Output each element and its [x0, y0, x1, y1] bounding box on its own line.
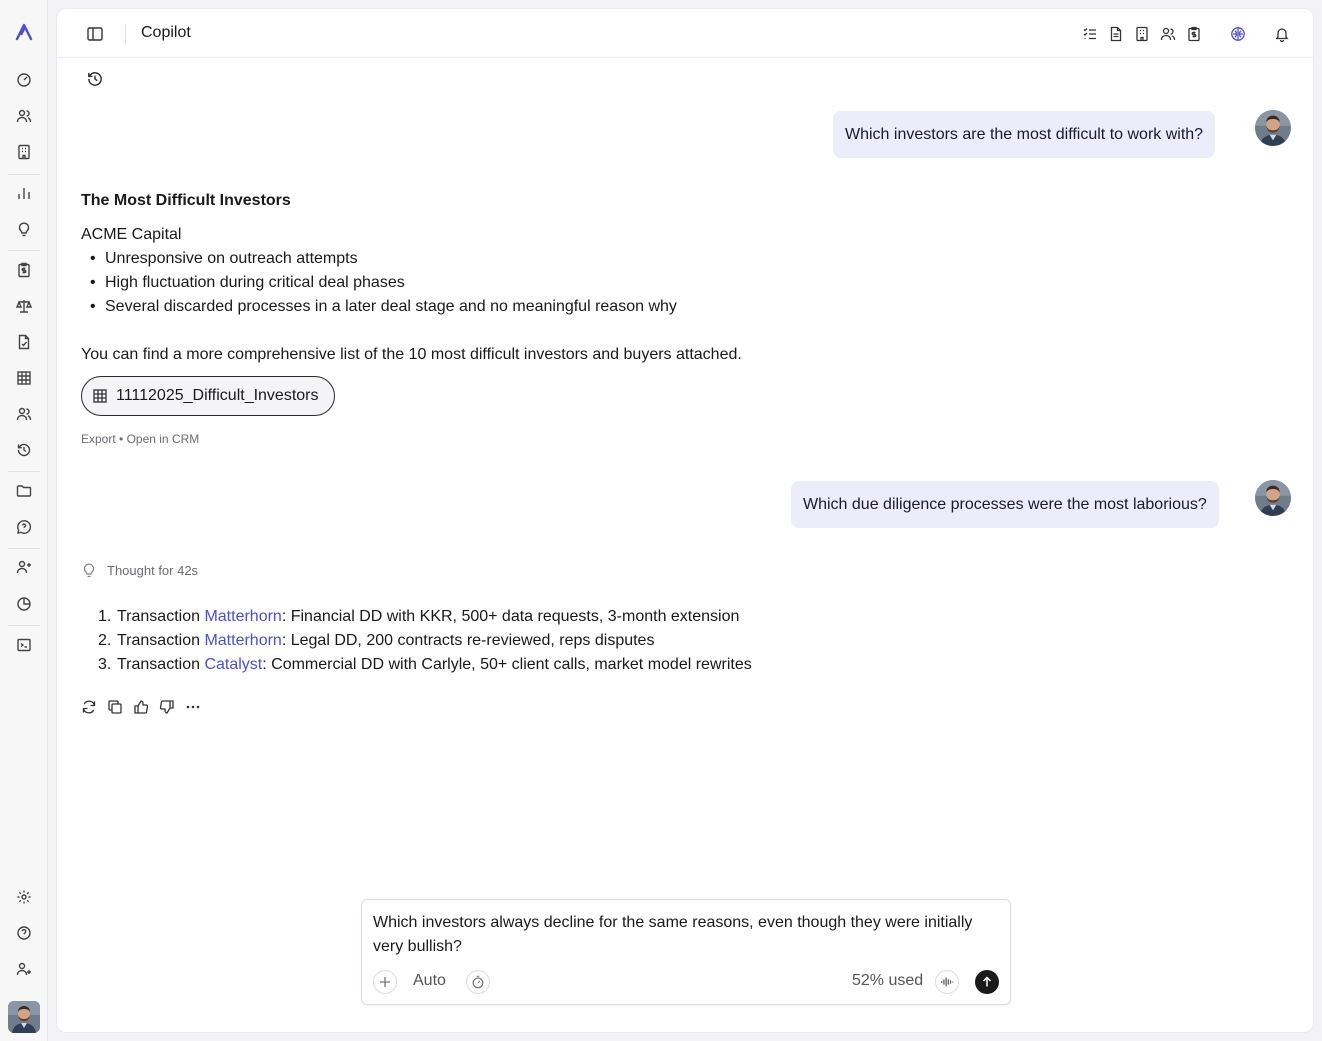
link-separator: •	[119, 432, 124, 446]
history-icon[interactable]	[14, 440, 34, 460]
current-user-avatar[interactable]	[8, 1001, 40, 1033]
main-panel	[56, 8, 1314, 1033]
answer-links	[81, 432, 199, 446]
answer-heading: The Most Difficult Investors	[81, 192, 291, 209]
voice-input-icon[interactable]	[935, 970, 959, 994]
answer-bullet: • High fluctuation during critical deal phases	[105, 274, 405, 292]
people-icon[interactable]	[1159, 25, 1177, 43]
app-rail	[0, 0, 48, 1041]
transaction-link[interactable]: Matterhorn	[204, 632, 282, 649]
dashboard-icon[interactable]	[14, 70, 34, 90]
list-item: 1. Transaction Matterhorn: Financial DD with KKR, 500+ data requests, 3-month extension	[98, 608, 740, 625]
toggle-sidebar-icon[interactable]	[86, 25, 104, 43]
answer-summary: You can find a more comprehensive list of the 10 most difficult investors and buyers attached.	[81, 346, 742, 363]
tasks-icon[interactable]	[1081, 25, 1099, 43]
copy-icon[interactable]	[106, 698, 124, 716]
ideas-icon[interactable]	[14, 219, 34, 239]
answer-subheading: ACME Capital	[81, 226, 182, 243]
user-avatar	[1255, 480, 1291, 516]
building-icon[interactable]	[1133, 25, 1151, 43]
send-button[interactable]	[975, 970, 999, 994]
list-item: 2. Transaction Matterhorn: Legal DD, 200 contracts re-reviewed, reps disputes	[98, 632, 655, 649]
user-avatar	[1255, 110, 1291, 146]
list-item: 3. Transaction Catalyst: Commercial DD with Carlyle, 50+ client calls, market model rewrites	[98, 656, 752, 673]
message-composer	[361, 899, 1011, 1005]
model-mode-selector[interactable]: Auto	[413, 972, 446, 989]
settings-gear-icon[interactable]	[14, 887, 34, 907]
deals-icon[interactable]	[14, 260, 34, 280]
page-title: Copilot	[141, 24, 191, 41]
timer-icon[interactable]	[466, 970, 490, 994]
open-in-crm-link[interactable]: Open in CRM	[126, 432, 200, 446]
transaction-link[interactable]: Catalyst	[204, 656, 263, 673]
support-chat-icon[interactable]	[14, 517, 34, 537]
spreadsheet-icon	[92, 388, 108, 404]
legal-icon[interactable]	[14, 296, 34, 316]
add-user-icon[interactable]	[14, 557, 34, 577]
more-options-icon[interactable]	[184, 698, 202, 716]
attachment-chip[interactable]	[81, 376, 335, 416]
answer-bullet: • Unresponsive on outreach attempts	[105, 250, 358, 268]
contacts-icon[interactable]	[14, 106, 34, 126]
folder-icon[interactable]	[14, 481, 34, 501]
documents-icon[interactable]	[14, 332, 34, 352]
deal-clipboard-icon[interactable]	[1185, 25, 1203, 43]
answer-bullet: • Several discarded processes in a later deal stage and no meaningful reason why	[105, 298, 677, 316]
pie-chart-icon[interactable]	[14, 594, 34, 614]
notifications-bell-icon[interactable]	[1273, 25, 1291, 43]
copilot-brain-icon[interactable]	[1229, 25, 1247, 43]
message-input[interactable]	[373, 911, 993, 961]
team-icon[interactable]	[14, 404, 34, 424]
user-message: Which investors are the most difficult to work with?	[833, 111, 1215, 158]
analytics-icon[interactable]	[14, 183, 34, 203]
add-attachment-button[interactable]	[373, 970, 397, 994]
thumbs-down-icon[interactable]	[158, 698, 176, 716]
companies-icon[interactable]	[14, 142, 34, 162]
attachment-name: 11112025_Difficult_Investors	[116, 387, 319, 404]
help-icon[interactable]	[14, 923, 34, 943]
transaction-link[interactable]: Matterhorn	[204, 608, 282, 625]
thought-duration[interactable]: Thought for 42s	[107, 563, 199, 578]
top-bar	[57, 9, 1314, 58]
app-logo-icon[interactable]	[12, 20, 36, 44]
document-icon[interactable]	[1107, 25, 1125, 43]
terminal-icon[interactable]	[14, 635, 34, 655]
thought-bulb-icon	[81, 562, 97, 578]
context-usage: 52% used	[852, 972, 924, 989]
chat-history-icon[interactable]	[86, 70, 104, 88]
regenerate-icon[interactable]	[80, 698, 98, 716]
user-message: Which due diligence processes were the most laborious?	[791, 481, 1219, 528]
invite-user-icon[interactable]	[14, 959, 34, 979]
thumbs-up-icon[interactable]	[132, 698, 150, 716]
table-icon[interactable]	[14, 368, 34, 388]
export-link[interactable]: Export	[81, 432, 116, 446]
